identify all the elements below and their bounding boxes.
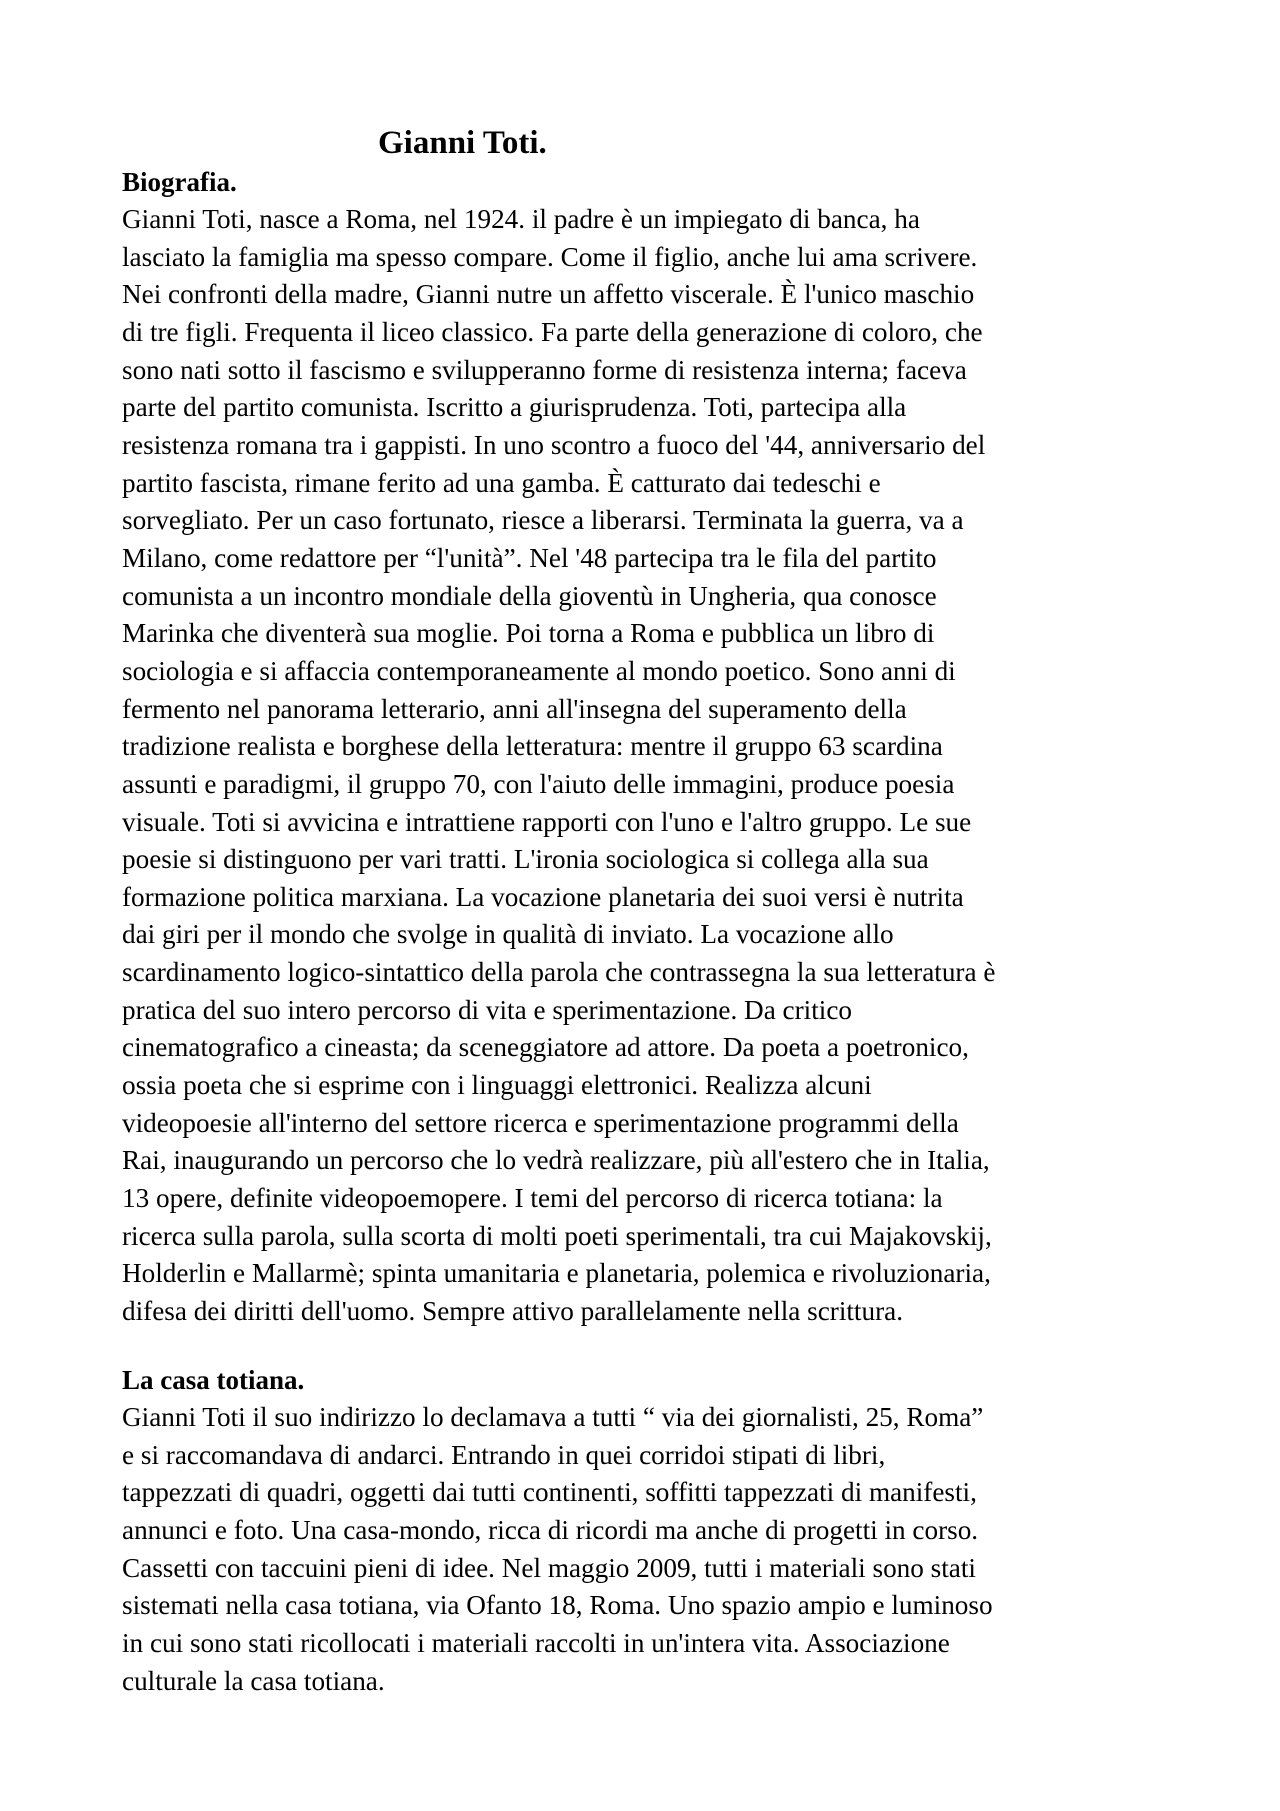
text-line: poesie si distinguono per vari tratti. L'ironia sociologica si collega alla sua [122, 844, 929, 875]
text-line: tradizione realista e borghese della letteratura: mentre il gruppo 63 scardina [122, 731, 943, 762]
text-line: formazione politica marxiana. La vocazione planetaria dei suoi versi è nutrita [122, 881, 964, 912]
text-line: ricerca sulla parola, sulla scorta di molti poeti sperimentali, tra cui Majakovskij, [122, 1220, 992, 1251]
text-line: Milano, come redattore per “l'unità”. Nel '48 partecipa tra le fila del partito [122, 542, 937, 573]
text-line: scardinamento logico-sintattico della parola che contrassegna la sua letteratura è [122, 957, 996, 988]
text-line: tappezzati di quadri, oggetti dai tutti continenti, soffitti tappezzati di manifesti, [122, 1477, 977, 1508]
section-body [122, 1399, 1182, 1700]
text-line: sistemati nella casa totiana, via Ofanto 18, Roma. Uno spazio ampio e luminoso [122, 1590, 993, 1621]
section-heading: Biografia. [122, 167, 237, 197]
text-line: Holderlin e Mallarmè; spinta umanitaria e planetaria, polemica e rivoluzionaria, [122, 1258, 991, 1289]
text-line: videopoesie all'interno del settore ricerca e sperimentazione programmi della [122, 1107, 959, 1138]
text-line: resistenza romana tra i gappisti. In uno scontro a fuoco del '44, anniversario del [122, 429, 986, 460]
document-title: Gianni Toti. [378, 125, 547, 161]
section-biografia [122, 163, 1182, 1331]
text-line: comunista a un incontro mondiale della gioventù in Ungheria, qua conosce [122, 580, 937, 611]
text-line: sorvegliato. Per un caso fortunato, riesce a liberarsi. Terminata la guerra, va a [122, 505, 964, 536]
text-line: fermento nel panorama letterario, anni all'insegna del superamento della [122, 693, 907, 724]
section-body [122, 201, 1182, 1331]
text-line: Nei confronti della madre, Gianni nutre un affetto viscerale. È l'unico maschio [122, 279, 975, 310]
text-line: in cui sono stati ricollocati i materiali raccolti in un'intera vita. Associazione [122, 1627, 950, 1658]
text-line: Gianni Toti, nasce a Roma, nel 1924. il padre è un impiegato di banca, ha [122, 204, 920, 234]
text-line: lasciato la famiglia ma spesso compare. Come il figlio, anche lui ama scrivere. [122, 241, 978, 272]
text-line: Gianni Toti il suo indirizzo lo declamava a tutti “ via dei giornalisti, 25, Roma” [122, 1402, 984, 1432]
text-line: parte del partito comunista. Iscritto a giurisprudenza. Toti, partecipa alla [122, 392, 907, 423]
section-heading: La casa totiana. [122, 1365, 305, 1395]
text-line: partito fascista, rimane ferito ad una gamba. È catturato dai tedeschi e [122, 467, 881, 498]
text-line: visuale. Toti si avvicina e intrattiene rapporti con l'uno e l'altro gruppo. Le sue [122, 806, 972, 837]
text-line: annunci e foto. Una casa-mondo, ricca di ricordi ma anche di progetti in corso. [122, 1514, 979, 1545]
text-line: assunti e paradigmi, il gruppo 70, con l'aiuto delle immagini, produce poesia [122, 768, 955, 799]
text-line: ossia poeta che si esprime con i linguaggi elettronici. Realizza alcuni [122, 1070, 872, 1101]
text-line: dai giri per il mondo che svolge in qualità di inviato. La vocazione allo [122, 919, 894, 950]
text-line: Cassetti con taccuini pieni di idee. Nel maggio 2009, tutti i materiali sono stati [122, 1552, 976, 1583]
section-casa-totiana [122, 1361, 1182, 1700]
text-line: Rai, inaugurando un percorso che lo vedrà realizzare, più all'estero che in Italia, [122, 1145, 990, 1176]
text-line: difesa dei diritti dell'uomo. Sempre attivo parallelamente nella scrittura. [122, 1296, 903, 1327]
text-line: e si raccomandava di andarci. Entrando in quei corridoi stipati di libri, [122, 1439, 886, 1470]
text-line: di tre figli. Frequenta il liceo classico. Fa parte della generazione di coloro, che [122, 316, 983, 347]
text-line: culturale la casa totiana. [122, 1665, 385, 1696]
text-line: sono nati sotto il fascismo e svilupperanno forme di resistenza interna; faceva [122, 354, 967, 385]
text-line: 13 opere, definite videopoemopere. I temi del percorso di ricerca totiana: la [122, 1183, 943, 1214]
text-line: pratica del suo intero percorso di vita e sperimentazione. Da critico [122, 994, 853, 1025]
text-line: sociologia e si affaccia contemporaneamente al mondo poetico. Sono anni di [122, 655, 956, 686]
text-line: Marinka che diventerà sua moglie. Poi torna a Roma e pubblica un libro di [122, 618, 935, 649]
text-line: cinematografico a cineasta; da sceneggiatore ad attore. Da poeta a poetronico, [122, 1032, 969, 1063]
